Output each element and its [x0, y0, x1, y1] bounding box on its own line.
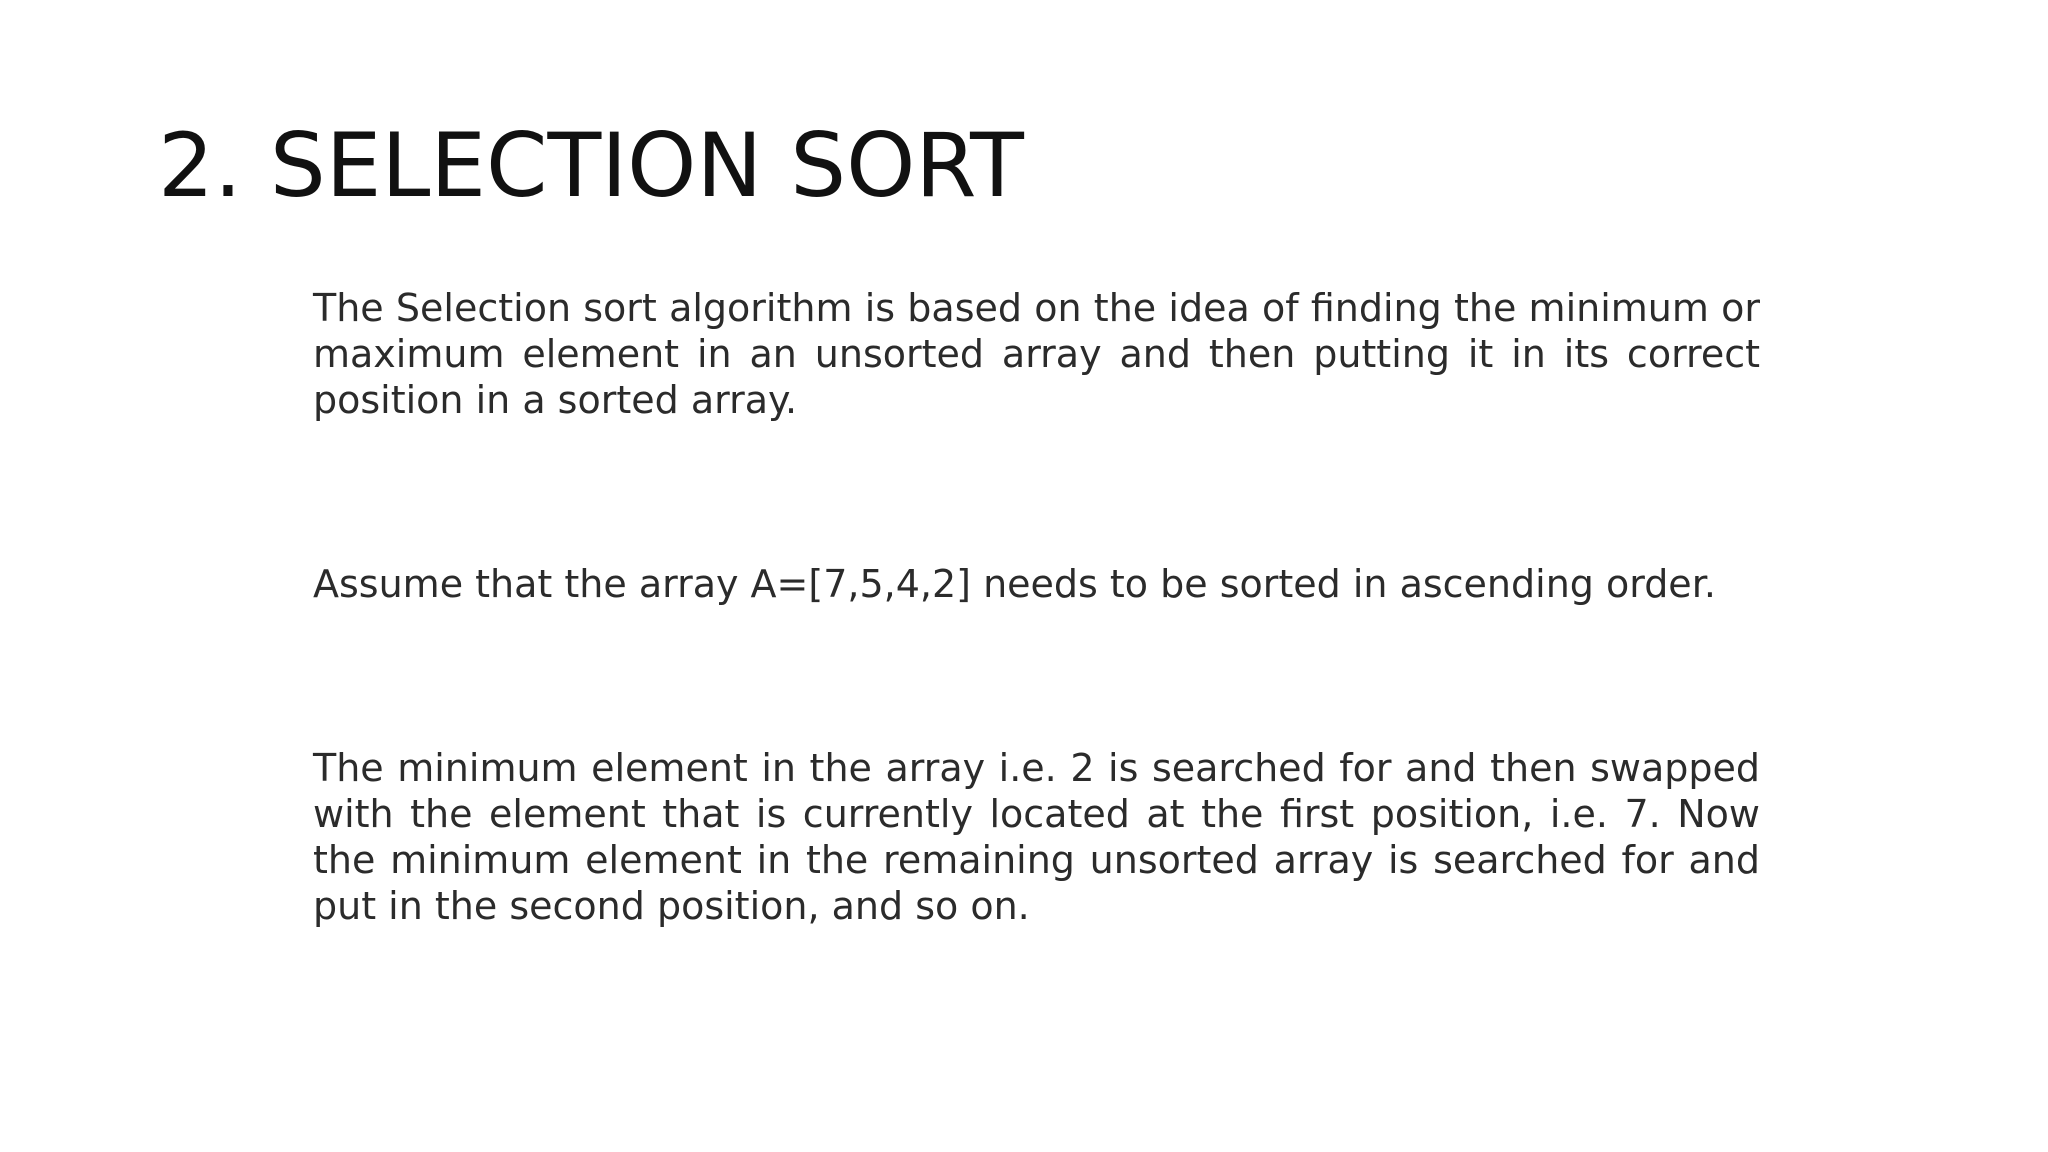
paragraph-process: The minimum element in the array i.e. 2 is searched for and then swapped with the element that is currently located at the first position, i.e. 7. Now the minimum element in the remaining unsorted array is searched for and put in the second position, and so on. — [313, 746, 1760, 928]
slide-title: 2. SELECTION SORT — [158, 114, 1024, 217]
paragraph-definition: The Selection sort algorithm is based on the idea of finding the minimum or maximum element in an unsorted array and then putting it in its correct position in a sorted array. — [313, 286, 1760, 422]
paragraph-assumption: Assume that the array A=[7,5,4,2] needs to be sorted in ascending order. — [313, 562, 1716, 606]
